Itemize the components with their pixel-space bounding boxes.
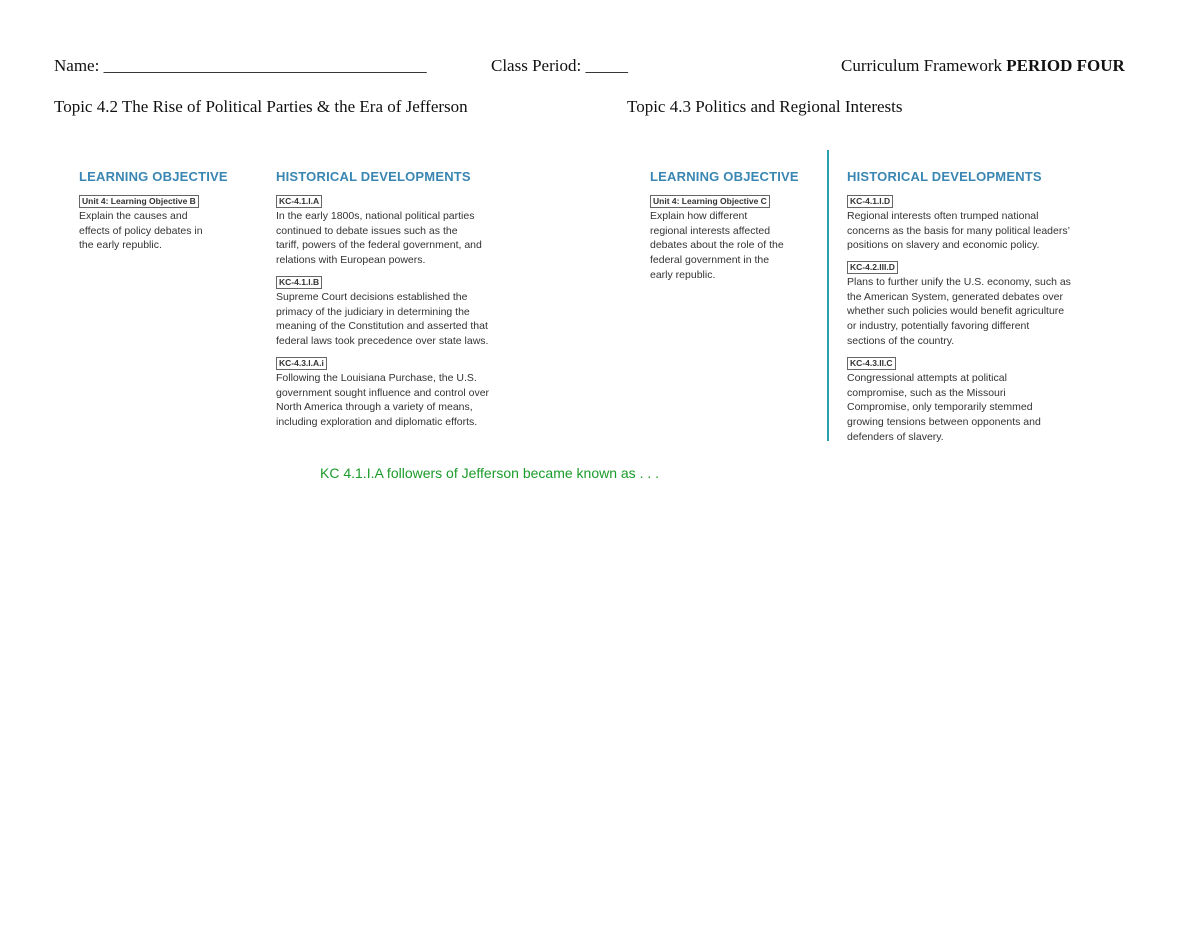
topic-title-right: Topic 4.3 Politics and Regional Interests bbox=[627, 97, 903, 116]
framework-prefix: Curriculum Framework bbox=[841, 56, 1007, 75]
left-learning-objective bbox=[79, 191, 259, 253]
topic-title-left: Topic 4.2 The Rise of Political Parties & the Era of Jefferson bbox=[54, 97, 468, 116]
framework-period: PERIOD FOUR bbox=[1006, 56, 1125, 75]
right-historical-heading: HISTORICAL DEVELOPMENTS bbox=[847, 169, 1042, 184]
left-development-2-text: Supreme Court decisions established the primacy of the judiciary in determining the meaning of the Constitution and asserted that federal laws took precedence over state laws. bbox=[276, 291, 489, 348]
left-development-1 bbox=[276, 191, 546, 268]
name-field-label: Name: ______________________________________ bbox=[54, 56, 427, 75]
right-development-2-text: Plans to further unify the U.S. economy, such as the American System, generated debates over whether such policies would benefit agriculture or industry, potentially favoring different sections of the country. bbox=[847, 276, 1071, 347]
right-development-2 bbox=[847, 257, 1127, 349]
right-development-1-tag: KC-4.1.I.D bbox=[847, 195, 893, 208]
left-development-3-text: Following the Louisiana Purchase, the U.S. government sought influence and control over North America through a variety of means, including exploration and diplomatic efforts. bbox=[276, 372, 490, 429]
right-development-3 bbox=[847, 353, 1127, 445]
left-development-1-tag: KC-4.1.I.A bbox=[276, 195, 322, 208]
right-development-2-tag: KC-4.2.III.D bbox=[847, 261, 898, 274]
right-learning-objective-heading: LEARNING OBJECTIVE bbox=[650, 169, 799, 184]
right-development-3-text: Congressional attempts at political compromise, such as the Missouri Compromise, only temporarily stemmed growing tensions between opponents and defenders of slavery. bbox=[847, 372, 1041, 443]
kc-prompt-text: KC 4.1.I.A followers of Jefferson became known as . . . bbox=[320, 465, 660, 481]
right-development-1-text: Regional interests often trumped national concerns as the basis for many political leaders’ positions on slavery and economic policy. bbox=[847, 210, 1070, 252]
left-learning-objective-heading: LEARNING OBJECTIVE bbox=[79, 169, 228, 184]
curriculum-framework-label bbox=[841, 56, 1125, 76]
right-development-1 bbox=[847, 191, 1127, 253]
column-divider bbox=[827, 150, 829, 441]
left-objective-tag: Unit 4: Learning Objective B bbox=[79, 195, 199, 208]
right-objective-tag: Unit 4: Learning Objective C bbox=[650, 195, 770, 208]
class-period-field-label: Class Period: _____ bbox=[491, 56, 628, 75]
left-development-3 bbox=[276, 353, 546, 430]
left-development-2 bbox=[276, 272, 546, 349]
right-development-3-tag: KC-4.3.II.C bbox=[847, 357, 896, 370]
left-historical-heading: HISTORICAL DEVELOPMENTS bbox=[276, 169, 471, 184]
right-learning-objective bbox=[650, 191, 820, 283]
right-objective-text: Explain how different regional interests affected debates about the role of the federal government in the early republic. bbox=[650, 210, 784, 281]
left-development-3-tag: KC-4.3.I.A.i bbox=[276, 357, 327, 370]
left-development-2-tag: KC-4.1.I.B bbox=[276, 276, 322, 289]
left-development-1-text: In the early 1800s, national political parties continued to debate issues such as the tariff, powers of the federal government, and relations with European powers. bbox=[276, 210, 482, 267]
left-objective-text: Explain the causes and effects of policy debates in the early republic. bbox=[79, 210, 203, 252]
